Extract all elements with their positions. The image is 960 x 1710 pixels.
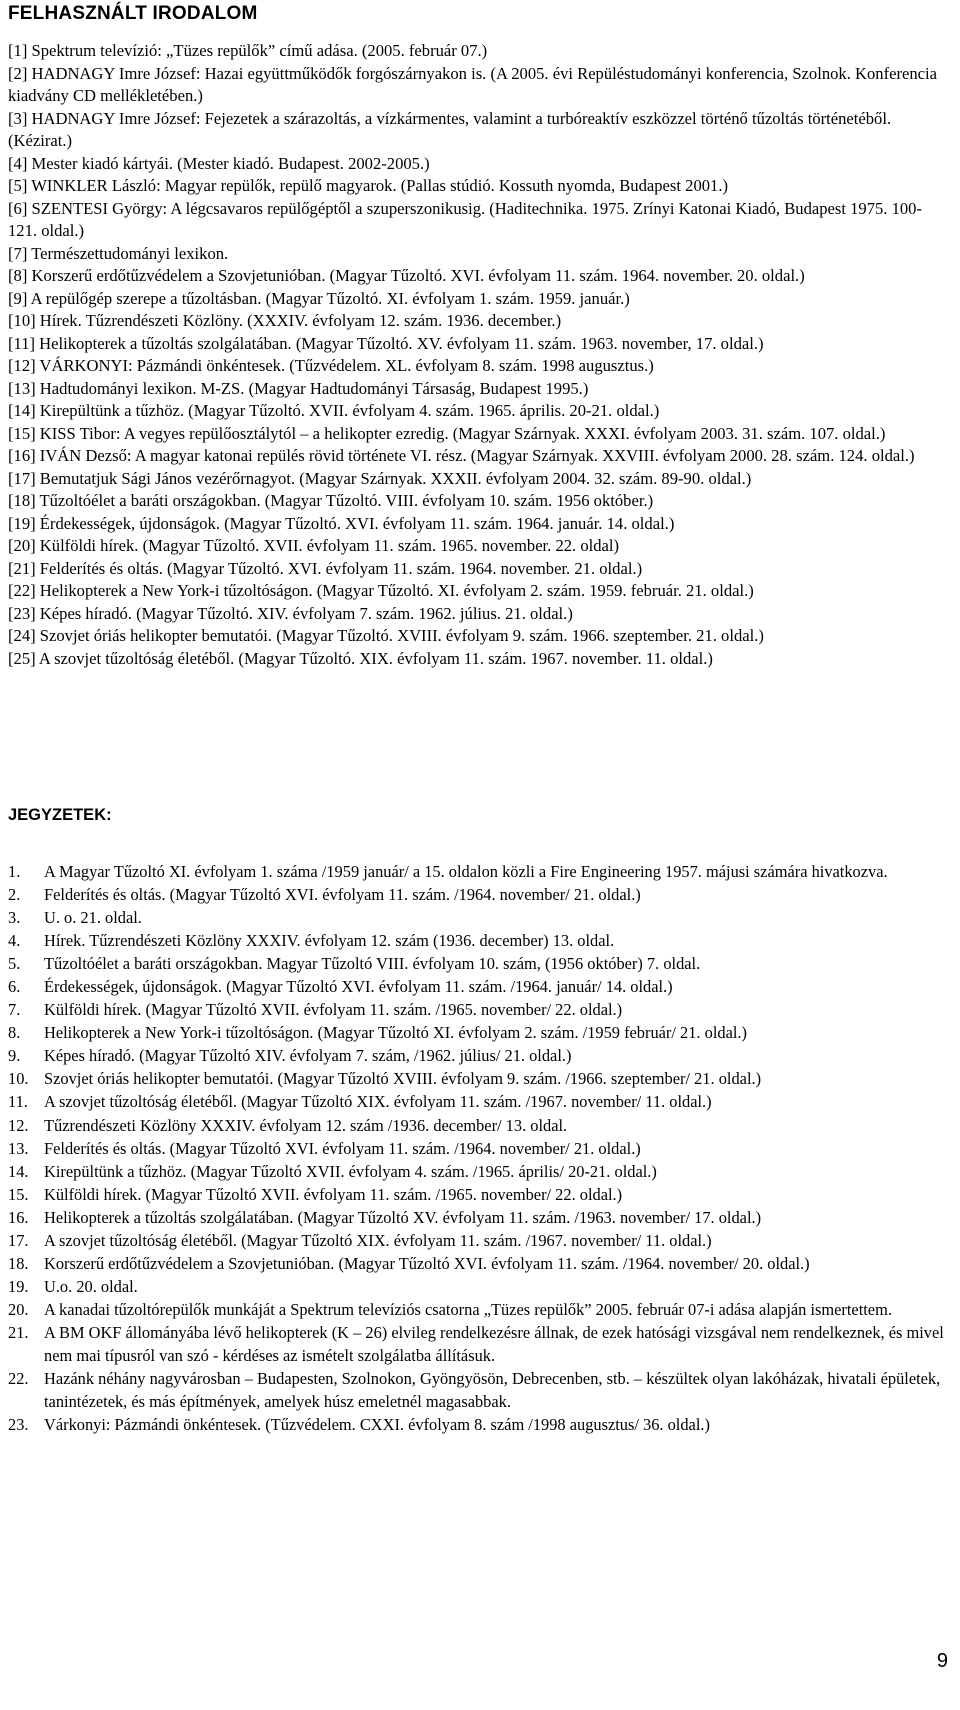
note-item: [8, 1367, 948, 1413]
note-item: [8, 929, 948, 952]
reference-item: [6] SZENTESI György: A légcsavaros repülőgéptől a szuperszonikusig. (Haditechnika. 1975. Zrínyi Katonai Kiadó, Budapest 1975. 100-121. oldal.): [8, 198, 923, 240]
note-item: [8, 1044, 948, 1067]
note-number: 1.: [8, 862, 21, 881]
note-item: [8, 906, 948, 929]
note-item: [8, 1321, 948, 1367]
note-number: 11.: [8, 1092, 28, 1112]
note-text: A szovjet tűzoltóság életéből. (Magyar Tűzoltó XIX. évfolyam 11. szám. /1967. november/ 11. oldal.): [44, 1230, 712, 1250]
note-number: 10.: [8, 1069, 29, 1089]
note-text: Képes híradó. (Magyar Tűzoltó XIV. évfolyam 7. szám, /1962. július/ 21. oldal.): [44, 1046, 572, 1066]
note-item: [8, 1206, 948, 1229]
note-number: 20.: [8, 1299, 29, 1319]
reference-item: [18] Tűzoltóélet a baráti országokban. (Magyar Tűzoltó. VIII. évfolyam 10. szám. 1956 október.): [8, 491, 654, 510]
note-text: A kanadai tűzoltórepülők munkáját a Spektrum televíziós csatorna „Tüzes repülők” 2005. február 07-i adása alapján ismertettem.: [44, 1299, 892, 1319]
note-item: [8, 1298, 948, 1321]
note-item: [8, 1413, 948, 1436]
note-item: [8, 998, 948, 1021]
note-number: 12.: [8, 1115, 29, 1135]
note-item: [8, 1021, 948, 1044]
note-number: 8.: [8, 1023, 21, 1043]
note-number: 9.: [8, 1046, 21, 1066]
note-number: 3.: [8, 908, 21, 928]
note-item: [8, 1090, 948, 1113]
note-item: [8, 1114, 948, 1137]
note-text: Felderítés és oltás. (Magyar Tűzoltó XVI. évfolyam 11. szám. /1964. november/ 21. oldal.): [44, 1138, 641, 1158]
page-number: 9: [936, 1650, 948, 1672]
note-number: 19.: [8, 1276, 29, 1296]
note-text: U.o. 20. oldal.: [44, 1276, 138, 1296]
note-number: 14.: [8, 1161, 29, 1181]
note-item: [8, 1275, 948, 1298]
reference-item: [22] Helikopterek a New York-i tűzoltóságon. (Magyar Tűzoltó. XI. évfolyam 2. szám. 1959. február. 21. oldal.): [8, 581, 754, 600]
reference-item: [19] Érdekességek, újdonságok. (Magyar Tűzoltó. XVI. évfolyam 11. szám. 1964. január. 14. oldal.): [8, 513, 675, 533]
reference-item: [23] Képes híradó. (Magyar Tűzoltó. XIV. évfolyam 7. szám. 1962. július. 21. oldal.): [8, 603, 573, 623]
note-number: 15.: [8, 1184, 29, 1204]
note-text: Hírek. Tűzrendészeti Közlöny XXXIV. évfolyam 12. szám (1936. december) 13. oldal.: [44, 931, 615, 951]
bibliography-title: FELHASZNÁLT IRODALOM: [8, 3, 258, 24]
note-item: [8, 1252, 948, 1275]
note-number: 5.: [8, 954, 21, 974]
note-text: A Magyar Tűzoltó XI. évfolyam 1. száma /1959 január/ a 15. oldalon közli a Fire Engineering 1957. májusi számára hivatkozva.: [44, 862, 888, 881]
reference-item: [25] A szovjet tűzoltóság életéből. (Magyar Tűzoltó. XIX. évfolyam 11. szám. 1967. november. 11. oldal.): [8, 648, 713, 668]
note-text: Hazánk néhány nagyvárosban – Budapesten, Szolnokon, Gyöngyösön, Debrecenben, stb. – készültek olyan lakóházak, hivatali épületek, tanintézetek, és más építmények, amelyek húsz emeletnél magasabbak.: [44, 1369, 941, 1412]
note-text: Tűzrendészeti Közlöny XXXIV. évfolyam 12. szám /1936. december/ 13. oldal.: [44, 1115, 568, 1135]
reference-item: [8] Korszerű erdőtűzvédelem a Szovjetunióban. (Magyar Tűzoltó. XVI. évfolyam 11. szám. 1964. november. 20. oldal.): [8, 266, 805, 285]
note-text: A BM OKF állományába lévő helikopterek (K – 26) elvileg rendelkezésre állnak, de ezek hatósági vizsgával nem rendelkeznek, és mivel nem mai típusról van szó - kérdéses az ismételt szolgálatba állításuk.: [44, 1322, 944, 1365]
note-text: Felderítés és oltás. (Magyar Tűzoltó XVI. évfolyam 11. szám. /1964. november/ 21. oldal.): [44, 885, 641, 905]
note-text: A szovjet tűzoltóság életéből. (Magyar Tűzoltó XIX. évfolyam 11. szám. /1967. november/ 11. oldal.): [44, 1092, 712, 1112]
reference-item: [24] Szovjet óriás helikopter bemutatói. (Magyar Tűzoltó. XVIII. évfolyam 9. szám. 1966. szeptember. 21. oldal.): [8, 626, 764, 645]
note-text: Külföldi hírek. (Magyar Tűzoltó XVII. évfolyam 11. szám. /1965. november/ 22. oldal.): [44, 1000, 623, 1020]
reference-item: [5] WINKLER László: Magyar repülők, repülő magyarok. (Pallas stúdió. Kossuth nyomda, Budapest 2001.): [8, 176, 729, 195]
note-number: 18.: [8, 1253, 29, 1273]
note-item: [8, 1229, 948, 1252]
note-item: [8, 1183, 948, 1206]
note-item: [8, 1160, 948, 1183]
notes-title: JEGYZETEK:: [8, 806, 112, 824]
reference-item: [10] Hírek. Tűzrendészeti Közlöny. (XXXIV. évfolyam 12. szám. 1936. december.): [8, 311, 562, 330]
note-item: [8, 952, 948, 975]
reference-item: [17] Bemutatjuk Sági János vezérőrnagyot. (Magyar Szárnyak. XXXII. évfolyam 2004. 32. szám. 89-90. oldal.): [8, 468, 752, 488]
reference-item: [15] KISS Tibor: A vegyes repülőosztálytól – a helikopter ezredig. (Magyar Szárnyak. XXXI. évfolyam 2003. 31. szám. 107. oldal.): [8, 423, 886, 443]
note-number: 6.: [8, 977, 21, 997]
note-number: 22.: [8, 1369, 29, 1389]
reference-item: [7] Természettudományi lexikon.: [8, 243, 229, 263]
note-number: 16.: [8, 1207, 29, 1227]
notes-list: [8, 860, 948, 1436]
reference-item: [4] Mester kiadó kártyái. (Mester kiadó. Budapest. 2002-2005.): [8, 153, 430, 173]
reference-item: [1] Spektrum televízió: „Tüzes repülők” című adása. (2005. február 07.): [8, 41, 488, 60]
note-item: [8, 1067, 948, 1090]
reference-item: [20] Külföldi hírek. (Magyar Tűzoltó. XVII. évfolyam 11. szám. 1965. november. 22. oldal): [8, 536, 620, 555]
note-item: [8, 1137, 948, 1160]
note-number: 21.: [8, 1322, 29, 1342]
reference-item: [12] VÁRKONYI: Pázmándi önkéntesek. (Tűzvédelem. XL. évfolyam 8. szám. 1998 augusztus.): [8, 356, 654, 375]
reference-item: [2] HADNAGY Imre József: Hazai együttműködők forgószárnyakon is. (A 2005. évi Repüléstudományi konferencia, Szolnok. Konferencia kiadvány CD mellékletében.): [8, 63, 938, 105]
note-text: Tűzoltóélet a baráti országokban. Magyar Tűzoltó VIII. évfolyam 10. szám, (1956 október) 7. oldal.: [44, 954, 701, 974]
reference-item: [3] HADNAGY Imre József: Fejezetek a szárazoltás, a vízkármentes, valamint a turbóreaktív eszközzel történő tűzoltás történetéből. (Kézirat.): [8, 108, 892, 150]
note-number: 23.: [8, 1415, 29, 1435]
note-number: 2.: [8, 885, 21, 905]
reference-list: [8, 40, 948, 670]
note-text: Külföldi hírek. (Magyar Tűzoltó XVII. évfolyam 11. szám. /1965. november/ 22. oldal.): [44, 1184, 623, 1204]
reference-item: [11] Helikopterek a tűzoltás szolgálatában. (Magyar Tűzoltó. XV. évfolyam 11. szám. 1963. november, 17. oldal.): [8, 333, 764, 353]
note-text: Várkonyi: Pázmándi önkéntesek. (Tűzvédelem. CXXI. évfolyam 8. szám /1998 augusztus/ 36. oldal.): [44, 1415, 710, 1435]
note-number: 13.: [8, 1138, 29, 1158]
reference-item: [13] Hadtudományi lexikon. M-ZS. (Magyar Hadtudományi Társaság, Budapest 1995.): [8, 378, 589, 398]
note-text: Helikopterek a New York-i tűzoltóságon. (Magyar Tűzoltó XI. évfolyam 2. szám. /1959 február/ 21. oldal.): [44, 1023, 747, 1043]
note-text: Szovjet óriás helikopter bemutatói. (Magyar Tűzoltó XVIII. évfolyam 9. szám. /1966. szeptember/ 21. oldal.): [44, 1069, 762, 1089]
reference-item: [9] A repülőgép szerepe a tűzoltásban. (Magyar Tűzoltó. XI. évfolyam 1. szám. 1959. január.): [8, 288, 630, 308]
reference-item: [21] Felderítés és oltás. (Magyar Tűzoltó. XVI. évfolyam 11. szám. 1964. november. 21. oldal.): [8, 558, 643, 578]
note-item: [8, 860, 948, 883]
note-number: 7.: [8, 1000, 21, 1020]
reference-item: [16] IVÁN Dezső: A magyar katonai repülés rövid története VI. rész. (Magyar Szárnyak. XXVIII. évfolyam 2000. 28. szám. 124. oldal.): [8, 446, 915, 465]
note-text: Helikopterek a tűzoltás szolgálatában. (Magyar Tűzoltó XV. évfolyam 11. szám. /1963. november/ 17. oldal.): [44, 1207, 762, 1227]
note-number: 17.: [8, 1230, 29, 1250]
note-item: [8, 975, 948, 998]
note-item: [8, 883, 948, 906]
reference-item: [14] Kirepültünk a tűzhöz. (Magyar Tűzoltó. XVII. évfolyam 4. szám. 1965. április. 20-21. oldal.): [8, 401, 660, 420]
note-text: Érdekességek, újdonságok. (Magyar Tűzoltó XVI. évfolyam 11. szám. /1964. január/ 14. oldal.): [44, 977, 673, 997]
note-text: U. o. 21. oldal.: [44, 908, 142, 928]
note-text: Korszerű erdőtűzvédelem a Szovjetunióban. (Magyar Tűzoltó XVI. évfolyam 11. szám. /1964. november/ 20. oldal.): [44, 1253, 810, 1273]
note-text: Kirepültünk a tűzhöz. (Magyar Tűzoltó XVII. évfolyam 4. szám. /1965. április/ 20-21. oldal.): [44, 1161, 657, 1181]
note-number: 4.: [8, 931, 21, 951]
